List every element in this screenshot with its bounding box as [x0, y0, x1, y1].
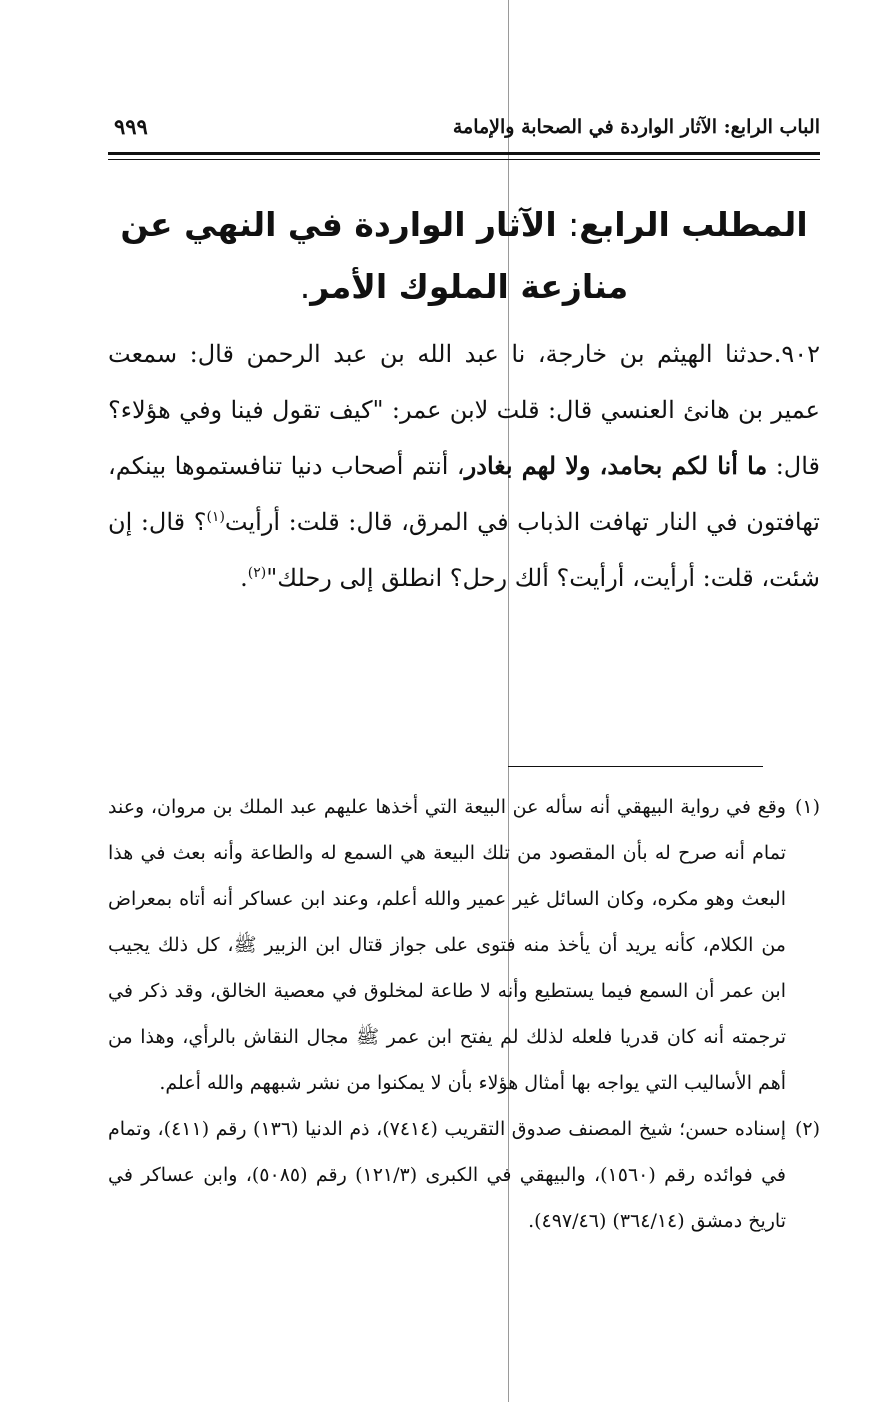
running-header-title: الباب الرابع: الآثار الواردة في الصحابة والإمامة	[452, 116, 820, 138]
header-rule-thick	[108, 152, 820, 155]
footnote-ref-1[interactable]: (١)	[206, 509, 225, 525]
section-end: .	[299, 267, 311, 306]
narration-quote: ما أنا لكم بحامد، ولا لهم بغادر	[464, 451, 768, 480]
footnote-2	[108, 1106, 820, 1244]
narration-text-2: ، أنتم أصحاب دنيا تنافستموها بينكم، تهافتون في النار تهافت الذباب في المرق، قال: قلت: أرأيت	[108, 452, 820, 536]
page-number: ٩٩٩	[114, 114, 148, 139]
narration-paragraph	[108, 326, 820, 606]
section-heading	[108, 194, 820, 318]
running-header	[108, 114, 820, 148]
narration-end: .	[240, 564, 248, 592]
narration-number: ٩٠٢	[781, 340, 820, 368]
narration-text-3: ؟ قال: إن شئت، قلت: أرأيت، أرأيت؟ ألك رحل؟ انطلق إلى رحلك"	[108, 508, 820, 592]
footnote-marker: (٢)	[794, 1118, 820, 1140]
footnote-text: إسناده حسن؛ شيخ المصنف صدوق التقريب (٧٤١٤)، ذم الدنيا (١٣٦) رقم (٤١١)، وتمام في فوائده رقم (١٥٦٠)، والبيهقي في الكبرى (١٢١/٣) رقم (٥٠٨٥)، وابن عساكر في تاريخ دمشق (٣٦٤/١٤) (٤٩٧/٤٦).	[108, 1118, 786, 1232]
section-separator: :	[568, 205, 580, 244]
section-label: المطلب الرابع	[579, 205, 808, 244]
footnotes	[108, 784, 820, 1244]
narration-text-1: .حدثنا الهيثم بن خارجة، نا عبد الله بن عبد الرحمن قال: سمعت عمير بن هانئ العنسي قال: قلت لابن عمر: "كيف تقول فينا وفي هؤلاء؟ قال:	[108, 340, 821, 480]
footnote-ref-2[interactable]: (٢)	[247, 565, 267, 581]
footnote-text: وقع في رواية البيهقي أنه سأله عن البيعة التي أخذها عليهم عبد الملك بن مروان، وعند تمام أنه صرح له بأن المقصود من تلك البيعة هي السمع له والطاعة وأنه بعث في هذا البعث وهو مكره، وكان السائل غير عمير والله أعلم، وعند ابن عساكر أنه أتاه بمعراض من الكلام، كأنه يريد أن يأخذ منه فتوى على جواز قتال ابن الزبير ﷺ، كل ذلك يجيب ابن عمر أن السمع فيما يستطيع وأنه لا طاعة لمخلوق في معصية الخالق، وقد ذكر في ترجمته أنه كان قدريا فلعله لذلك لم يفتح ابن عمر ﷺ مجال النقاش بالرأي، وهذا من أهم الأساليب التي يواجه بها أمثال هؤلاء بأن لا يمكنوا من نشر شبههم والله أعلم.	[108, 796, 786, 1094]
footnote-marker: (١)	[794, 796, 820, 818]
section-title: الآثار الواردة في النهي عن منازعة الملوك الأمر	[120, 205, 629, 306]
footnote-separator	[508, 766, 763, 767]
header-rule-thin	[108, 159, 820, 160]
footnote-1	[108, 784, 820, 1106]
